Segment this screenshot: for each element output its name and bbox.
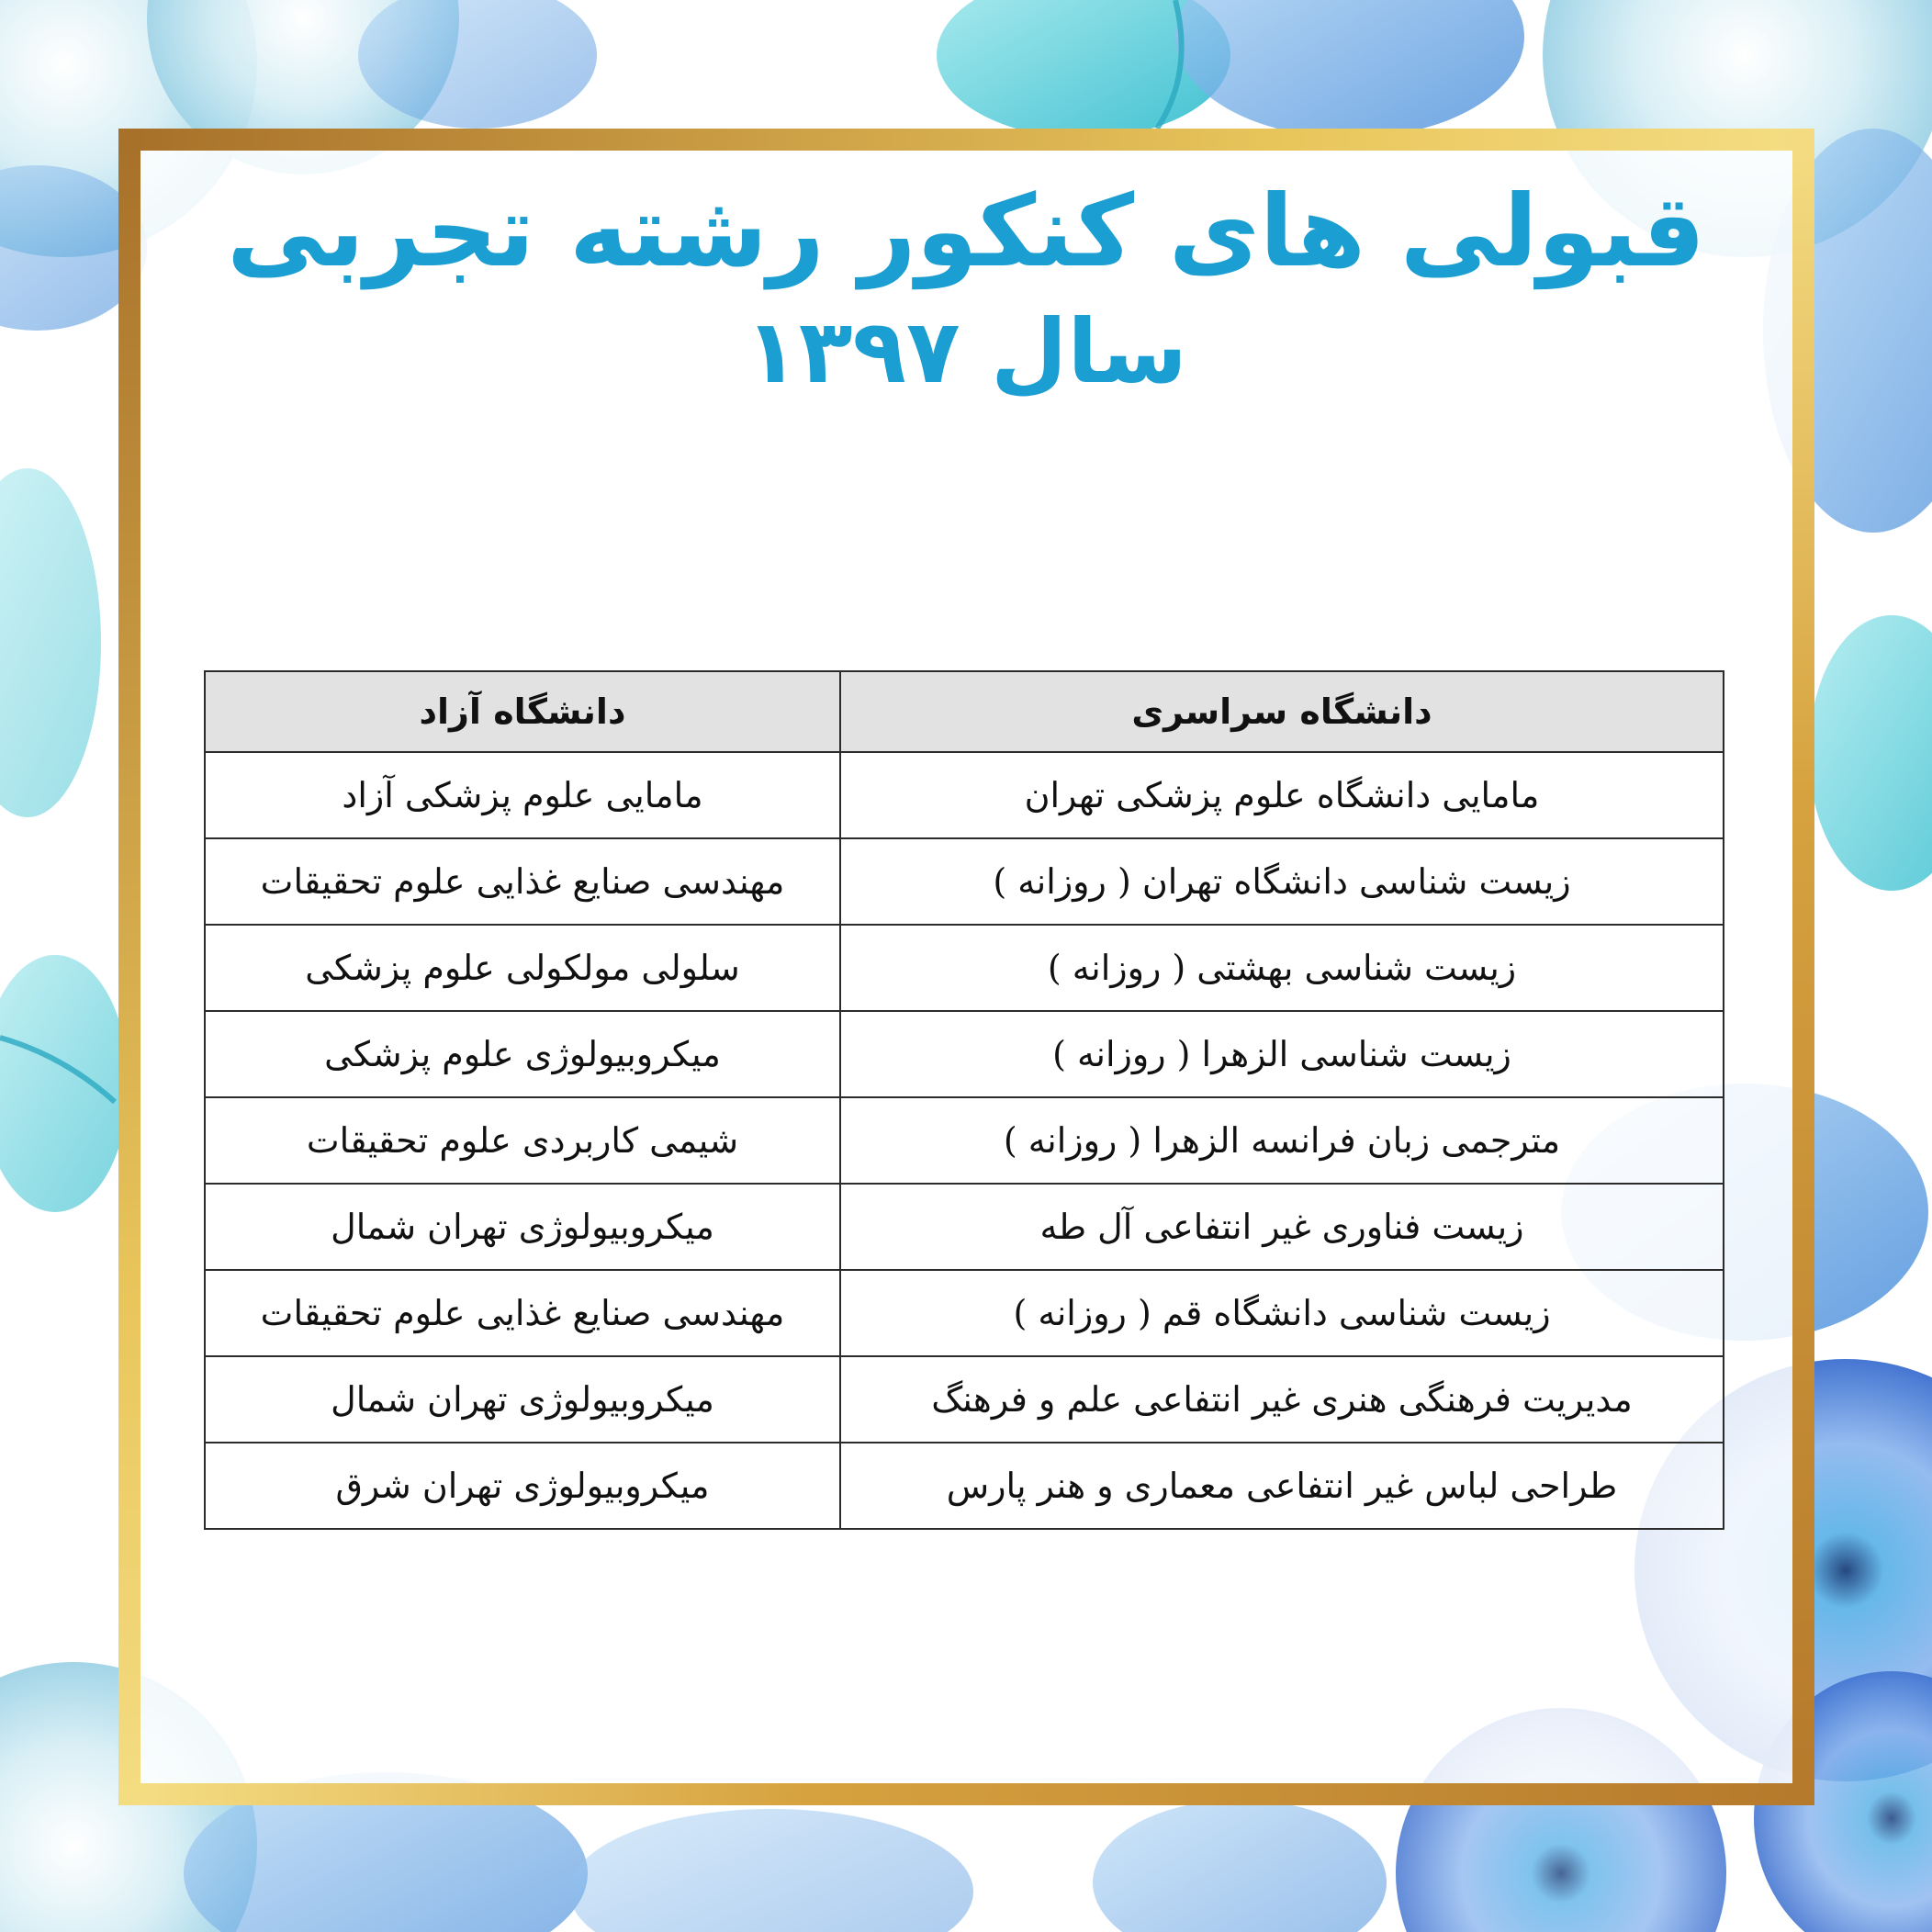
state-university-cell: زیست شناسی دانشگاه تهران ( روزانه ) (840, 838, 1724, 925)
table-row (205, 1443, 1724, 1529)
table-row (205, 1356, 1724, 1443)
azad-university-cell: مهندسی صنایع غذایی علوم تحقیقات (205, 838, 840, 925)
state-university-cell: زیست شناسی بهشتی ( روزانه ) (840, 925, 1724, 1011)
state-university-cell: زیست فناوری غیر انتفاعی آل طه (840, 1184, 1724, 1270)
azad-university-cell: سلولی مولکولی علوم پزشکی (205, 925, 840, 1011)
table-row (205, 1011, 1724, 1097)
column-header-azad-university: دانشگاه آزاد (205, 671, 840, 752)
state-university-cell: طراحی لباس غیر انتفاعی معماری و هنر پارس (840, 1443, 1724, 1529)
azad-university-cell: میکروبیولوژی تهران شرق (205, 1443, 840, 1529)
state-university-cell: مترجمی زبان فرانسه الزهرا ( روزانه ) (840, 1097, 1724, 1184)
state-university-cell: زیست شناسی الزهرا ( روزانه ) (840, 1011, 1724, 1097)
page-title: قبولی های کنکور رشته تجربی (226, 174, 1706, 289)
table-row (205, 838, 1724, 925)
azad-university-cell: میکروبیولوژی تهران شمال (205, 1184, 840, 1270)
state-university-cell: زیست شناسی دانشگاه قم ( روزانه ) (840, 1270, 1724, 1356)
table-row (205, 752, 1724, 838)
azad-university-cell: شیمی کاربردی علوم تحقیقات (205, 1097, 840, 1184)
admissions-table (204, 670, 1724, 1530)
column-header-state-university: دانشگاه سراسری (840, 671, 1724, 752)
azad-university-cell: میکروبیولوژی تهران شمال (205, 1356, 840, 1443)
azad-university-cell: مامایی علوم پزشکی آزاد (205, 752, 840, 838)
table-row (205, 1184, 1724, 1270)
state-university-cell: مدیریت فرهنگی هنری غیر انتفاعی علم و فرهنگ (840, 1356, 1724, 1443)
table-row (205, 925, 1724, 1011)
page-subtitle-year: سال ۱۳۹۷ (745, 300, 1187, 403)
table-row (205, 1270, 1724, 1356)
table-header-row (205, 671, 1724, 752)
azad-university-cell: میکروبیولوژی علوم پزشکی (205, 1011, 840, 1097)
azad-university-cell: مهندسی صنایع غذایی علوم تحقیقات (205, 1270, 840, 1356)
table-row (205, 1097, 1724, 1184)
state-university-cell: مامایی دانشگاه علوم پزشکی تهران (840, 752, 1724, 838)
